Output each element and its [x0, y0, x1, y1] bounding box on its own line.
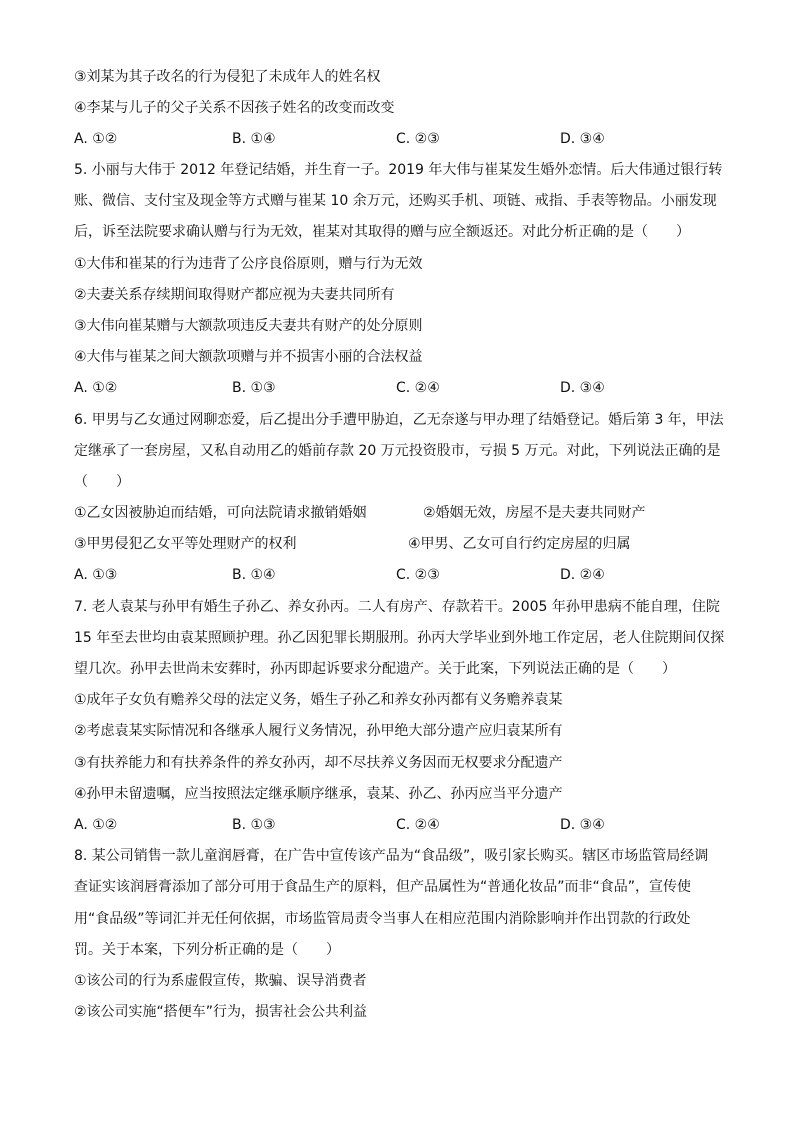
q7-stem-line-3: 望几次。孙甲去世尚未安葬时，孙丙即起诉要求分配遗产。关于此案，下列说法正确的是（ ）: [74, 661, 676, 677]
q7-option-a[interactable]: A. ①②: [74, 817, 118, 833]
q5-statement-1: ①大伟和崔某的行为违背了公序良俗原则，赠与行为无效: [74, 256, 423, 272]
q4-option-c[interactable]: C. ②③: [396, 131, 440, 147]
q8-stem-line-2: 查证实该润唇膏添加了部分可用于食品生产的原料，但产品属性为“普通化妆品”而非“食品”，宣传使: [74, 879, 692, 895]
q6-statements-row-2: [74, 534, 724, 554]
q5-stem-line-2: 账、微信、支付宝及现金等方式赠与崔某 10 余万元，还购买手机、项链、戒指、手表等物品。小丽发现: [74, 193, 717, 209]
q6-stem-line-3: （ ）: [74, 474, 130, 490]
q5-options: [74, 378, 724, 398]
q5-option-d[interactable]: D. ③④: [560, 380, 605, 396]
q6-option-c[interactable]: C. ②③: [396, 567, 440, 583]
q6-option-b[interactable]: B. ①④: [232, 567, 276, 583]
q5-option-b[interactable]: B. ①③: [232, 380, 276, 396]
q7-options: [74, 815, 724, 835]
q6-stem-line-2: 定继承了一套房屋，又私自动用乙的婚前存款 20 万元投资股市，亏损 5 万元。对此，下列说法正确的是: [74, 443, 721, 459]
q6-statement-3: ③甲男侵犯乙女平等处理财产的权利: [74, 536, 297, 552]
q6-statement-2: ②婚姻无效，房屋不是夫妻共同财产: [423, 505, 646, 521]
q7-stem-line-2: 15 年至去世均由袁某照顾护理。孙乙因犯罪长期服刑。孙丙大学毕业到外地工作定居，老人住院期间仅探: [74, 630, 725, 646]
q4-statement-4: ④李某与儿子的父子关系不因孩子姓名的改变而改变: [74, 100, 395, 116]
q4-options: [74, 129, 724, 149]
q6-options: [74, 565, 724, 585]
q5-statement-2: ②夫妻关系存续期间取得财产都应视为夫妻共同所有: [74, 287, 395, 303]
q4-statement-3: ③刘某为其子改名的行为侵犯了未成年人的姓名权: [74, 69, 381, 85]
q8-statement-1: ①该公司的行为系虚假宣传，欺骗、误导消费者: [74, 973, 367, 989]
q6-statements-row-1: [74, 503, 724, 523]
q7-statement-2: ②考虑袁某实际情况和各继承人履行义务情况，孙甲绝大部分遗产应归袁某所有: [74, 723, 563, 739]
q7-option-d[interactable]: D. ③④: [560, 817, 605, 833]
q5-stem-line-1: 5. 小丽与大伟于 2012 年登记结婚，并生育一子。2019 年大伟与崔某发生婚外恋情。后大伟通过银行转: [74, 162, 723, 178]
q7-statement-1: ①成年子女负有赡养父母的法定义务，婚生子孙乙和养女孙丙都有义务赡养袁某: [74, 692, 563, 708]
q4-option-d[interactable]: D. ③④: [560, 131, 605, 147]
q4-option-a[interactable]: A. ①②: [74, 131, 118, 147]
q6-statement-1: ①乙女因被胁迫而结婚，可向法院请求撤销婚姻: [74, 505, 367, 521]
q4-option-b[interactable]: B. ①④: [232, 131, 276, 147]
q8-stem-line-3: 用“食品级”等词汇并无任何依据，市场监管局责令当事人在相应范围内消除影响并作出罚款的行政处: [74, 911, 691, 927]
q5-statement-4: ④大伟与崔某之间大额款项赠与并不损害小丽的合法权益: [74, 349, 423, 365]
q7-option-c[interactable]: C. ②④: [396, 817, 440, 833]
q7-stem-line-1: 7. 老人袁某与孙甲有婚生子孙乙、养女孙丙。二人有房产、存款若干。2005 年孙甲患病不能自理，住院: [74, 599, 720, 615]
q6-stem-line-1: 6. 甲男与乙女通过网聊恋爱，后乙提出分手遭甲胁迫，乙无奈遂与甲办理了结婚登记。婚后第 3 年，甲法: [74, 412, 724, 428]
q6-statement-4: ④甲男、乙女可自行约定房屋的归属: [408, 536, 631, 552]
q7-option-b[interactable]: B. ①③: [232, 817, 276, 833]
q8-stem-line-4: 罚。关于本案，下列分析正确的是（ ）: [74, 942, 340, 958]
q5-option-c[interactable]: C. ②④: [396, 380, 440, 396]
q7-statement-4: ④孙甲未留遗嘱，应当按照法定继承顺序继承，袁某、孙乙、孙丙应当平分遗产: [74, 786, 563, 802]
q8-stem-line-1: 8. 某公司销售一款儿童润唇膏，在广告中宣传该产品为“食品级”，吸引家长购买。辖区市场监管局经调: [74, 848, 709, 864]
q5-option-a[interactable]: A. ①②: [74, 380, 118, 396]
q5-stem-line-3: 后，诉至法院要求确认赠与行为无效，崔某对其取得的赠与应全额返还。对此分析正确的是（ ）: [74, 224, 690, 240]
q5-statement-3: ③大伟向崔某赠与大额款项违反夫妻共有财产的处分原则: [74, 318, 423, 334]
q8-statement-2: ②该公司实施“搭便车”行为，损害社会公共利益: [74, 1004, 368, 1020]
q7-statement-3: ③有扶养能力和有扶养条件的养女孙丙，却不尽扶养义务因而无权要求分配遗产: [74, 755, 563, 771]
q6-option-d[interactable]: D. ②④: [560, 567, 605, 583]
q6-option-a[interactable]: A. ①③: [74, 567, 118, 583]
